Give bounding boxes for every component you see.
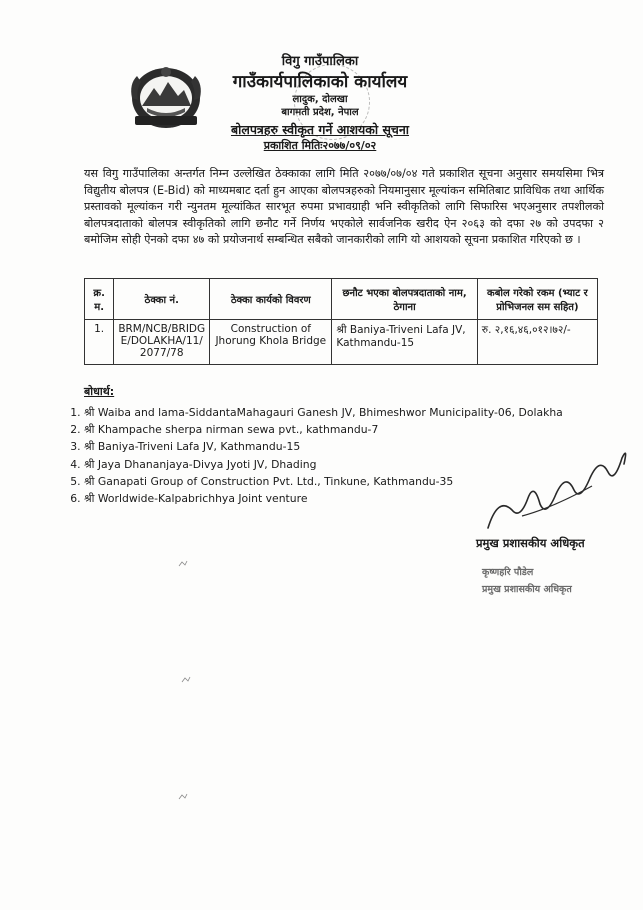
nepal-emblem-icon: [127, 62, 205, 132]
list-item: 4. श्री Jaya Dhananjaya-Divya Jyoti JV, Dhading: [84, 456, 624, 473]
header-bidder: छनौट भएका बोलपत्रदाताको नाम, ठेगाना: [332, 279, 477, 320]
header-sn: क्र. म.: [85, 279, 114, 320]
cell-work-desc: Construction of Jhorung Khola Bridge: [210, 320, 332, 365]
faded-stamp-text: [482, 564, 572, 598]
list-item: 1. श्री Waiba and lama-SiddantaMahagauri Ganesh JV, Bhimeshwor Municipality-06, Dolakha: [84, 404, 624, 421]
header-work-desc: ठेक्का कार्यको विवरण: [210, 279, 332, 320]
scan-mark: [178, 560, 188, 568]
list-item: 3. श्री Baniya-Triveni Lafa JV, Kathmandu-15: [84, 438, 624, 455]
cell-contract-no: BRM/NCB/BRIDGE/DOLAKHA/11/2077/78: [114, 320, 210, 365]
header-contract-no: ठेक्का नं.: [114, 279, 210, 320]
scan-mark: [178, 793, 188, 801]
office-address: लादुक, दोलखा: [292, 94, 348, 105]
cc-label: बोधार्थ:: [84, 385, 115, 398]
cell-bidder: श्री Baniya-Triveni Lafa JV, Kathmandu-15: [332, 320, 477, 365]
list-item: 6. श्री Worldwide-Kalpabrichhya Joint venture: [84, 490, 624, 507]
table-header-row: [85, 279, 598, 320]
selected-bid-table: [84, 278, 598, 365]
province-name: बागमती प्रदेश, नेपाल: [281, 107, 359, 118]
handwritten-signature: [482, 438, 632, 538]
faded-name: कृष्णहरि पौडेल: [482, 567, 534, 578]
faded-title: प्रमुख प्रशासकीय अधिकृत: [482, 584, 572, 595]
municipality-name: विगु गाउँपालिका: [281, 54, 359, 69]
cell-amount: रु. २,१६,४६,०१२।७२/-: [477, 320, 597, 365]
list-item: 2. श्री Khampache sherpa nirman sewa pvt., kathmandu-7: [84, 421, 624, 438]
list-item: 5. श्री Ganapati Group of Construction Pvt. Ltd., Tinkune, Kathmandu-35: [84, 473, 624, 490]
scan-mark: [181, 676, 191, 684]
header-amount: कबोल गरेको रकम (भ्याट र प्रोभिजनल सम सहित): [477, 279, 597, 320]
notice-title: बोलपत्रहरु स्वीकृत गर्ने आशयको सूचना: [230, 122, 410, 137]
signatory-title: प्रमुख प्रशासकीय अधिकृत: [476, 536, 585, 550]
publish-date: प्रकाशित मितिः२०७७/०९/०२: [263, 139, 377, 152]
letterhead: [200, 53, 440, 154]
cell-sn: 1.: [85, 320, 114, 365]
table-row: [85, 320, 598, 365]
notice-body: यस विगु गाउँपालिका अन्तर्गत निम्न उल्लेखित ठेक्काका लागि मिति २०७७/०७/०४ गते प्रकाशित सूचना अनुसार समयसिमा भित्र विद्युतीय बोलपत्र (E-Bid) को माध्यमबाट दर्ता हुन आएका बोलपत्रहरुको नियमानुसार मूल्यांकन समितिबाट प्राविधिक तथा आर्थिक प्रस्तावको मूल्यांकन गरी न्युनतम मूल्यांकित सारभूत रुपमा प्रभावग्राही भनि स्वीकृतिको लागि सिफारिस भएअनुसार तपशीलको बोलपत्रदाताको बोलपत्र स्वीकृतिको लागि छनौट गर्ने निर्णय भएकोले सार्वजनिक खरीद ऐन २०६३ को दफा २७ को उपदफा २ बमोजिम सोही ऐनको दफा ४७ को प्रयोजनार्थ सम्बन्धित सबैको जानकारीको लागि यो आशयको सूचना प्रकाशित गरिएको छ ।: [84, 167, 604, 247]
office-name: गाउँकार्यपालिकाको कार्यालय: [232, 72, 408, 92]
